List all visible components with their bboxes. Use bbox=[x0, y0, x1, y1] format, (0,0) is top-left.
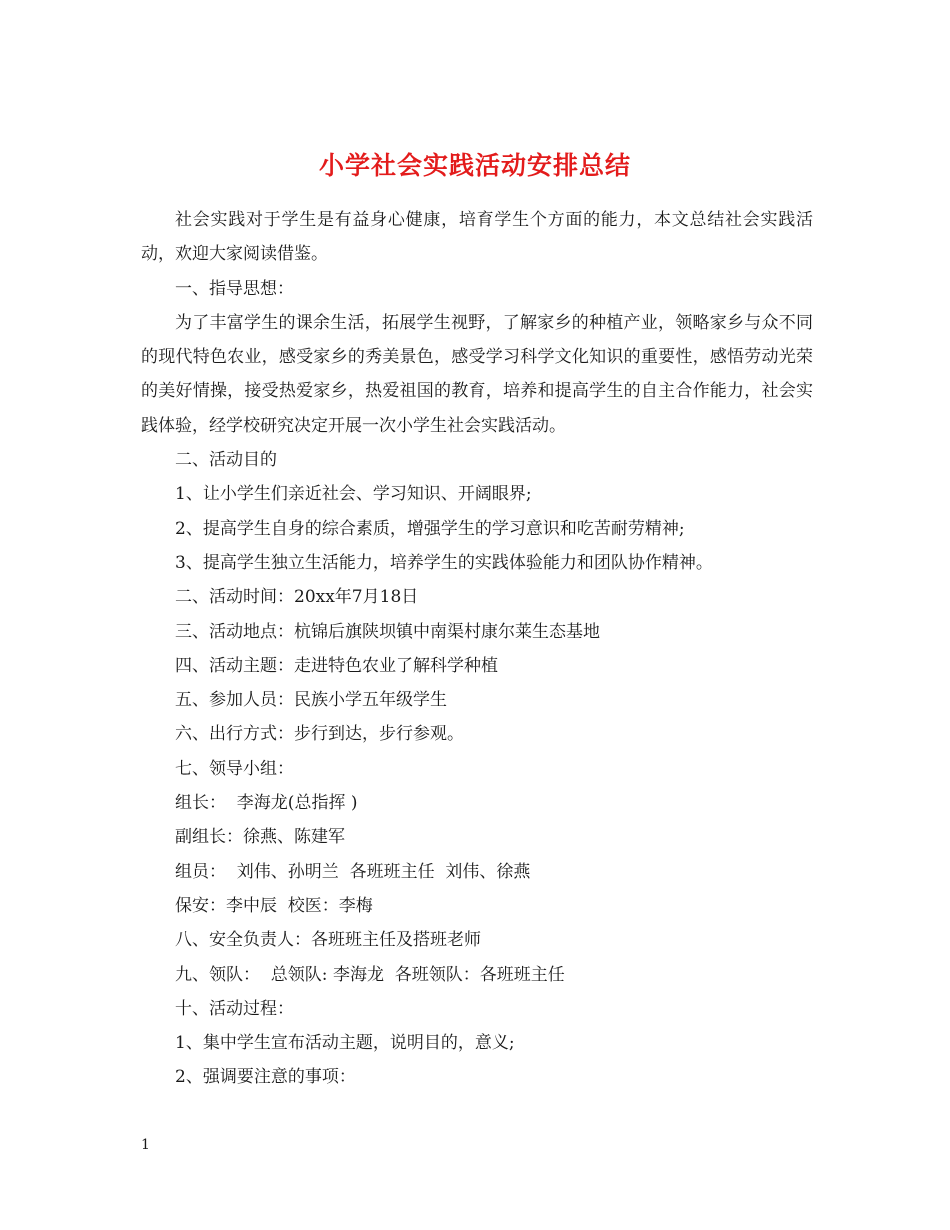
purpose-item-2: 2、提高学生自身的综合素质，增强学生的学习意识和吃苦耐劳精神; bbox=[175, 518, 685, 539]
page-number: 1 bbox=[141, 1137, 150, 1153]
purpose-item-1: 1、让小学生们亲近社会、学习知识、开阔眼界; bbox=[175, 484, 532, 505]
group-leader: 组长： 李海龙(总指挥 ) bbox=[175, 793, 358, 814]
heading-activity-purpose: 二、活动目的 bbox=[175, 450, 277, 471]
team-leaders: 九、领队： 总领队: 李海龙 各班领队：各班班主任 bbox=[175, 964, 565, 985]
document-title: 小学社会实践活动安排总结 bbox=[318, 150, 631, 180]
safety-responsible: 八、安全负责人：各班班主任及搭班老师 bbox=[175, 930, 481, 951]
security-and-doctor: 保安：李中辰 校医：李梅 bbox=[175, 895, 373, 916]
deputy-group-leader: 副组长：徐燕、陈建军 bbox=[175, 827, 345, 848]
process-step-1: 1、集中学生宣布活动主题，说明目的，意义; bbox=[175, 1033, 515, 1054]
heading-guiding-ideology: 一、指导思想： bbox=[175, 278, 294, 299]
participants: 五、参加人员：民族小学五年级学生 bbox=[175, 690, 447, 711]
activity-location: 三、活动地点：杭锦后旗陕坝镇中南渠村康尔莱生态基地 bbox=[175, 621, 600, 642]
process-step-2: 2、强调要注意的事项： bbox=[175, 1067, 356, 1088]
paragraph-intro: 社会实践对于学生是有益身心健康，培育学生个方面的能力，本文总结社会实践活动，欢迎大家阅读借鉴。 bbox=[141, 210, 813, 265]
activity-theme: 四、活动主题：走进特色农业了解科学种植 bbox=[175, 655, 498, 676]
travel-method: 六、出行方式：步行到达，步行参观。 bbox=[175, 724, 464, 745]
group-members: 组员： 刘伟、孙明兰 各班班主任 刘伟、徐燕 bbox=[175, 861, 531, 882]
paragraph-guiding-ideology: 为了丰富学生的课余生活，拓展学生视野，了解家乡的种植产业，领略家乡与众不同的现代特色农业，感受家乡的秀美景色，感受学习科学文化知识的重要性，感悟劳动光荣的美好情操，接受热爱家乡，热爱祖国的教育，培养和提高学生的自主合作能力，社会实践体验，经学校研究决定开展一次小学生社会实践活动。 bbox=[141, 312, 813, 436]
heading-activity-process: 十、活动过程： bbox=[175, 998, 294, 1019]
purpose-item-3: 3、提高学生独立生活能力，培养学生的实践体验能力和团队协作精神。 bbox=[175, 552, 713, 573]
activity-time: 二、活动时间：20xx年7月18日 bbox=[175, 587, 419, 608]
document-body bbox=[141, 203, 813, 1095]
heading-leadership-group: 七、领导小组： bbox=[175, 758, 294, 779]
